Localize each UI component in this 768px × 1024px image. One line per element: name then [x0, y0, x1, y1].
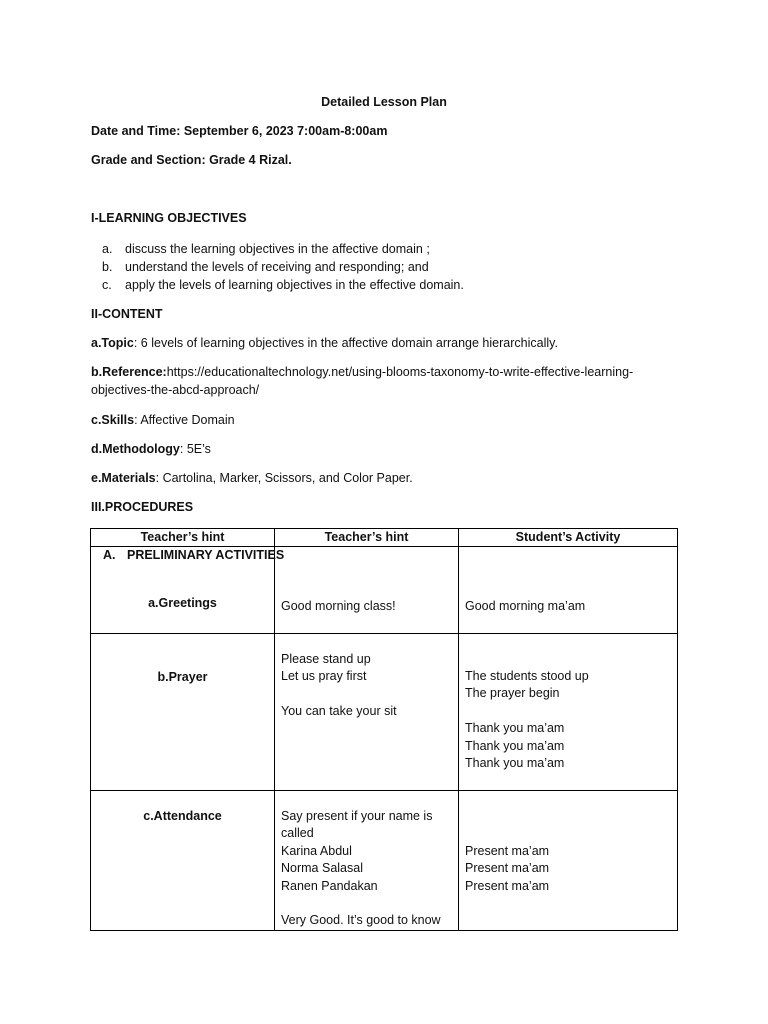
methodology-line	[91, 441, 211, 458]
column-header: Student’s Activity	[459, 529, 678, 547]
prayer-teacher-line: You can take your sit	[281, 704, 397, 719]
attendance-teacher-line: Very Good. It’s good to know	[281, 913, 441, 928]
attendance-label-cell	[91, 791, 275, 931]
section-marker: A.	[103, 548, 116, 562]
skills-text: : Affective Domain	[134, 413, 235, 427]
attendance-teacher-cell	[275, 791, 459, 931]
prayer-label-cell	[91, 634, 275, 791]
reference-line	[91, 364, 633, 381]
table-row-greetings	[91, 547, 678, 634]
materials-line	[91, 470, 413, 487]
column-header: Teacher’s hint	[275, 529, 459, 547]
objective-text: discuss the learning objectives in the affective domain ;	[125, 242, 430, 256]
prayer-teacher-line: Let us pray first	[281, 669, 367, 684]
attendance-label: c.Attendance	[143, 809, 222, 823]
prayer-student-line: Thank you ma’am	[465, 738, 565, 753]
attendance-student-line: Present ma’am	[465, 878, 550, 893]
greetings-student-text: Good morning ma’am	[465, 599, 586, 613]
prayer-label: b.Prayer	[157, 670, 208, 684]
topic-text: : 6 levels of learning objectives in the affective domain arrange hierarchically.	[133, 336, 558, 350]
section-title: PRELIMINARY ACTIVITIES	[126, 548, 285, 562]
greetings-teacher-text: Good morning class!	[281, 599, 396, 613]
objective-marker: c.	[102, 278, 112, 292]
greetings-teacher-cell	[275, 547, 459, 634]
objectives-list	[91, 240, 464, 294]
prayer-student-line: The students stood up	[465, 669, 589, 683]
table-row-prayer	[91, 634, 678, 791]
reference-url: https://educationaltechnology.net/using-blooms-taxonomy-to-write-effective-learning-	[166, 365, 634, 379]
methodology-text: : 5E’s	[179, 442, 211, 456]
prayer-student-cell	[459, 634, 678, 791]
content-heading: II-CONTENT	[91, 307, 163, 321]
objective-item	[91, 276, 464, 294]
prayer-student-line: Thank you ma’am	[465, 721, 565, 736]
objective-marker: a.	[102, 242, 113, 256]
section-heading	[103, 547, 284, 564]
procedures-heading: III.PROCEDURES	[91, 500, 194, 514]
prayer-teacher-cell	[275, 634, 459, 791]
table-row-attendance	[91, 791, 678, 931]
objective-text: understand the levels of receiving and responding; and	[125, 260, 429, 274]
prayer-student-line: Thank you ma’am	[465, 756, 565, 771]
prayer-student-line: The prayer begin	[465, 686, 560, 701]
materials-text: : Cartolina, Marker, Scissors, and Color Paper.	[155, 471, 413, 485]
attendance-student-cell	[459, 791, 678, 931]
attendance-student-line: Present ma’am	[465, 861, 550, 876]
attendance-teacher-line: Norma Salasal	[281, 861, 363, 876]
document-title: Detailed Lesson Plan	[321, 95, 447, 109]
grade-section-line: Grade and Section: Grade 4 Rizal.	[91, 153, 292, 167]
skills-label: c.Skills	[91, 413, 135, 427]
materials-label: e.Materials	[91, 471, 156, 485]
reference-line-2: objectives-the-abcd-approach/	[91, 383, 260, 397]
objective-text: apply the levels of learning objectives in the effective domain.	[125, 278, 464, 292]
prayer-teacher-line: Please stand up	[281, 652, 371, 666]
greetings-student-cell	[459, 547, 678, 634]
greetings-label-cell	[91, 547, 285, 634]
methodology-label: d.Methodology	[91, 442, 180, 456]
objective-item	[91, 258, 464, 276]
date-time-line: Date and Time: September 6, 2023 7:00am-8:00am	[91, 124, 388, 138]
reference-label: b.Reference:	[91, 365, 167, 379]
attendance-teacher-line: called	[281, 826, 314, 841]
attendance-teacher-line: Ranen Pandakan	[281, 878, 378, 893]
attendance-student-line: Present ma’am	[465, 844, 550, 858]
skills-line	[91, 412, 235, 429]
procedures-table	[90, 528, 678, 931]
greetings-label: a.Greetings	[148, 596, 217, 610]
objective-marker: b.	[102, 260, 113, 274]
attendance-teacher-line: Karina Abdul	[281, 843, 352, 858]
objective-item	[91, 240, 464, 258]
topic-line	[91, 335, 558, 352]
column-header: Teacher’s hint	[91, 529, 275, 547]
table-header-row	[91, 529, 678, 547]
attendance-teacher-line: Say present if your name is	[281, 809, 433, 823]
objectives-heading: I-LEARNING OBJECTIVES	[91, 211, 247, 225]
topic-label: a.Topic	[91, 336, 134, 350]
